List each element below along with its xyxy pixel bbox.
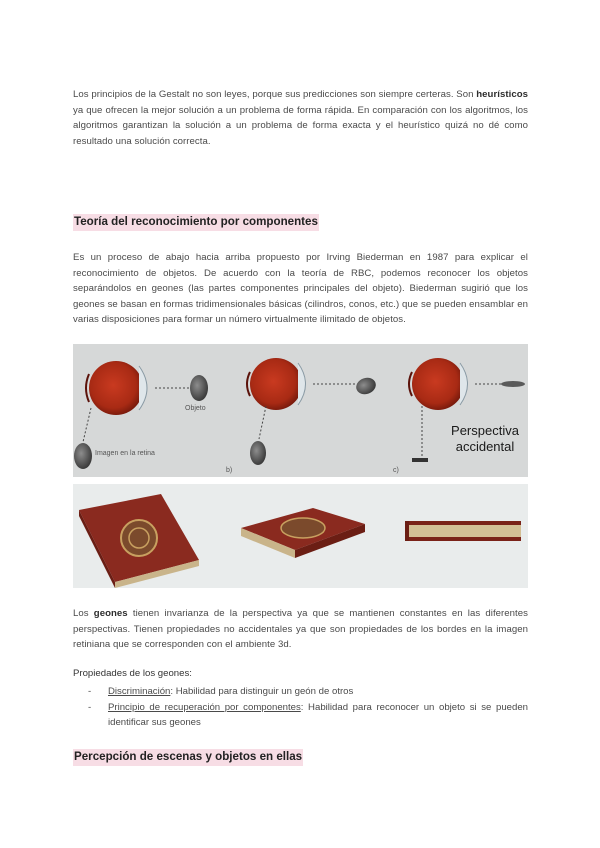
geones-term: geones xyxy=(93,608,128,619)
perspective-figure xyxy=(73,344,528,477)
properties-list xyxy=(88,684,528,731)
eye-a xyxy=(86,361,147,415)
label-c: c) xyxy=(393,467,399,474)
rbc-paragraph: Es un proceso de abajo hacia arriba propuesto por Irving Biederman en 1987 para explicar el reconocimiento de objetos. De acuerdo con la teoría de RBC, podemos reconocer los objetos separándolos en geones (las partes componentes principales del objeto). Biederman sugirió que los geones se basan en formas tridimensionales básicas (cilindros, conos, etc.) que se pueden ensamblar en varias disposiciones para formar un número virtualmente ilimitado de objetos. xyxy=(73,252,528,326)
perspective-diagram xyxy=(73,344,528,477)
book-edge-view xyxy=(405,521,521,541)
geons-paragraph: Los geones tienen invarianza de la perspectiva ya que se mantienen constantes en las diferentes perspectivas. Tienen propiedades no accidentales ya que son propiedades de los bordes en la imagen retiniana que se corresponden con el ambiente 3d. xyxy=(73,608,529,651)
book-figure xyxy=(73,484,528,588)
section-heading-escenas: Percepción de escenas y objetos en ellas xyxy=(73,749,303,766)
retina-disc-a xyxy=(74,443,92,469)
section-heading-rbc: Teoría del reconocimiento por componentes xyxy=(73,214,319,231)
label-b: b) xyxy=(226,467,233,474)
retina-line-c xyxy=(412,458,428,462)
eye-b xyxy=(247,358,306,410)
object-disc-b xyxy=(354,375,378,397)
eye-c xyxy=(409,358,468,410)
book-views xyxy=(73,484,528,588)
perspective-label: Perspectiva accidental xyxy=(451,423,519,454)
label-retina: Imagen en la retina xyxy=(95,450,155,457)
object-disc-a xyxy=(190,375,208,401)
object-disc-c xyxy=(501,381,525,387)
property-term: Discriminación xyxy=(108,686,171,697)
list-item: - Discriminación: Habilidad para distinguir un geón de otros xyxy=(88,686,354,697)
property-term: Principio de recuperación por componentes xyxy=(108,701,301,713)
heuristicos-term: heurísticos xyxy=(476,89,528,100)
intro-paragraph: Los principios de la Gestalt no son leyes, porque sus predicciones son siempre certeras. Son heurísticos ya que ofrecen la mejor solución a un problema de forma rápida. En comparación con los algoritmos, los algoritmos garantizan la solución a un problema de forma exacta y el heurístico quizá no dé como resultado una solución correcta. xyxy=(73,89,528,147)
book-angled-view xyxy=(241,508,365,558)
label-objeto: Objeto xyxy=(185,405,206,412)
retina-disc-b xyxy=(250,441,266,465)
list-item: - Principio de recuperación por componentes: Habilidad para reconocer un objeto si se pueden identificar sus geones xyxy=(88,701,528,729)
book-front-view xyxy=(79,494,199,588)
properties-title: Propiedades de los geones: xyxy=(73,668,192,679)
